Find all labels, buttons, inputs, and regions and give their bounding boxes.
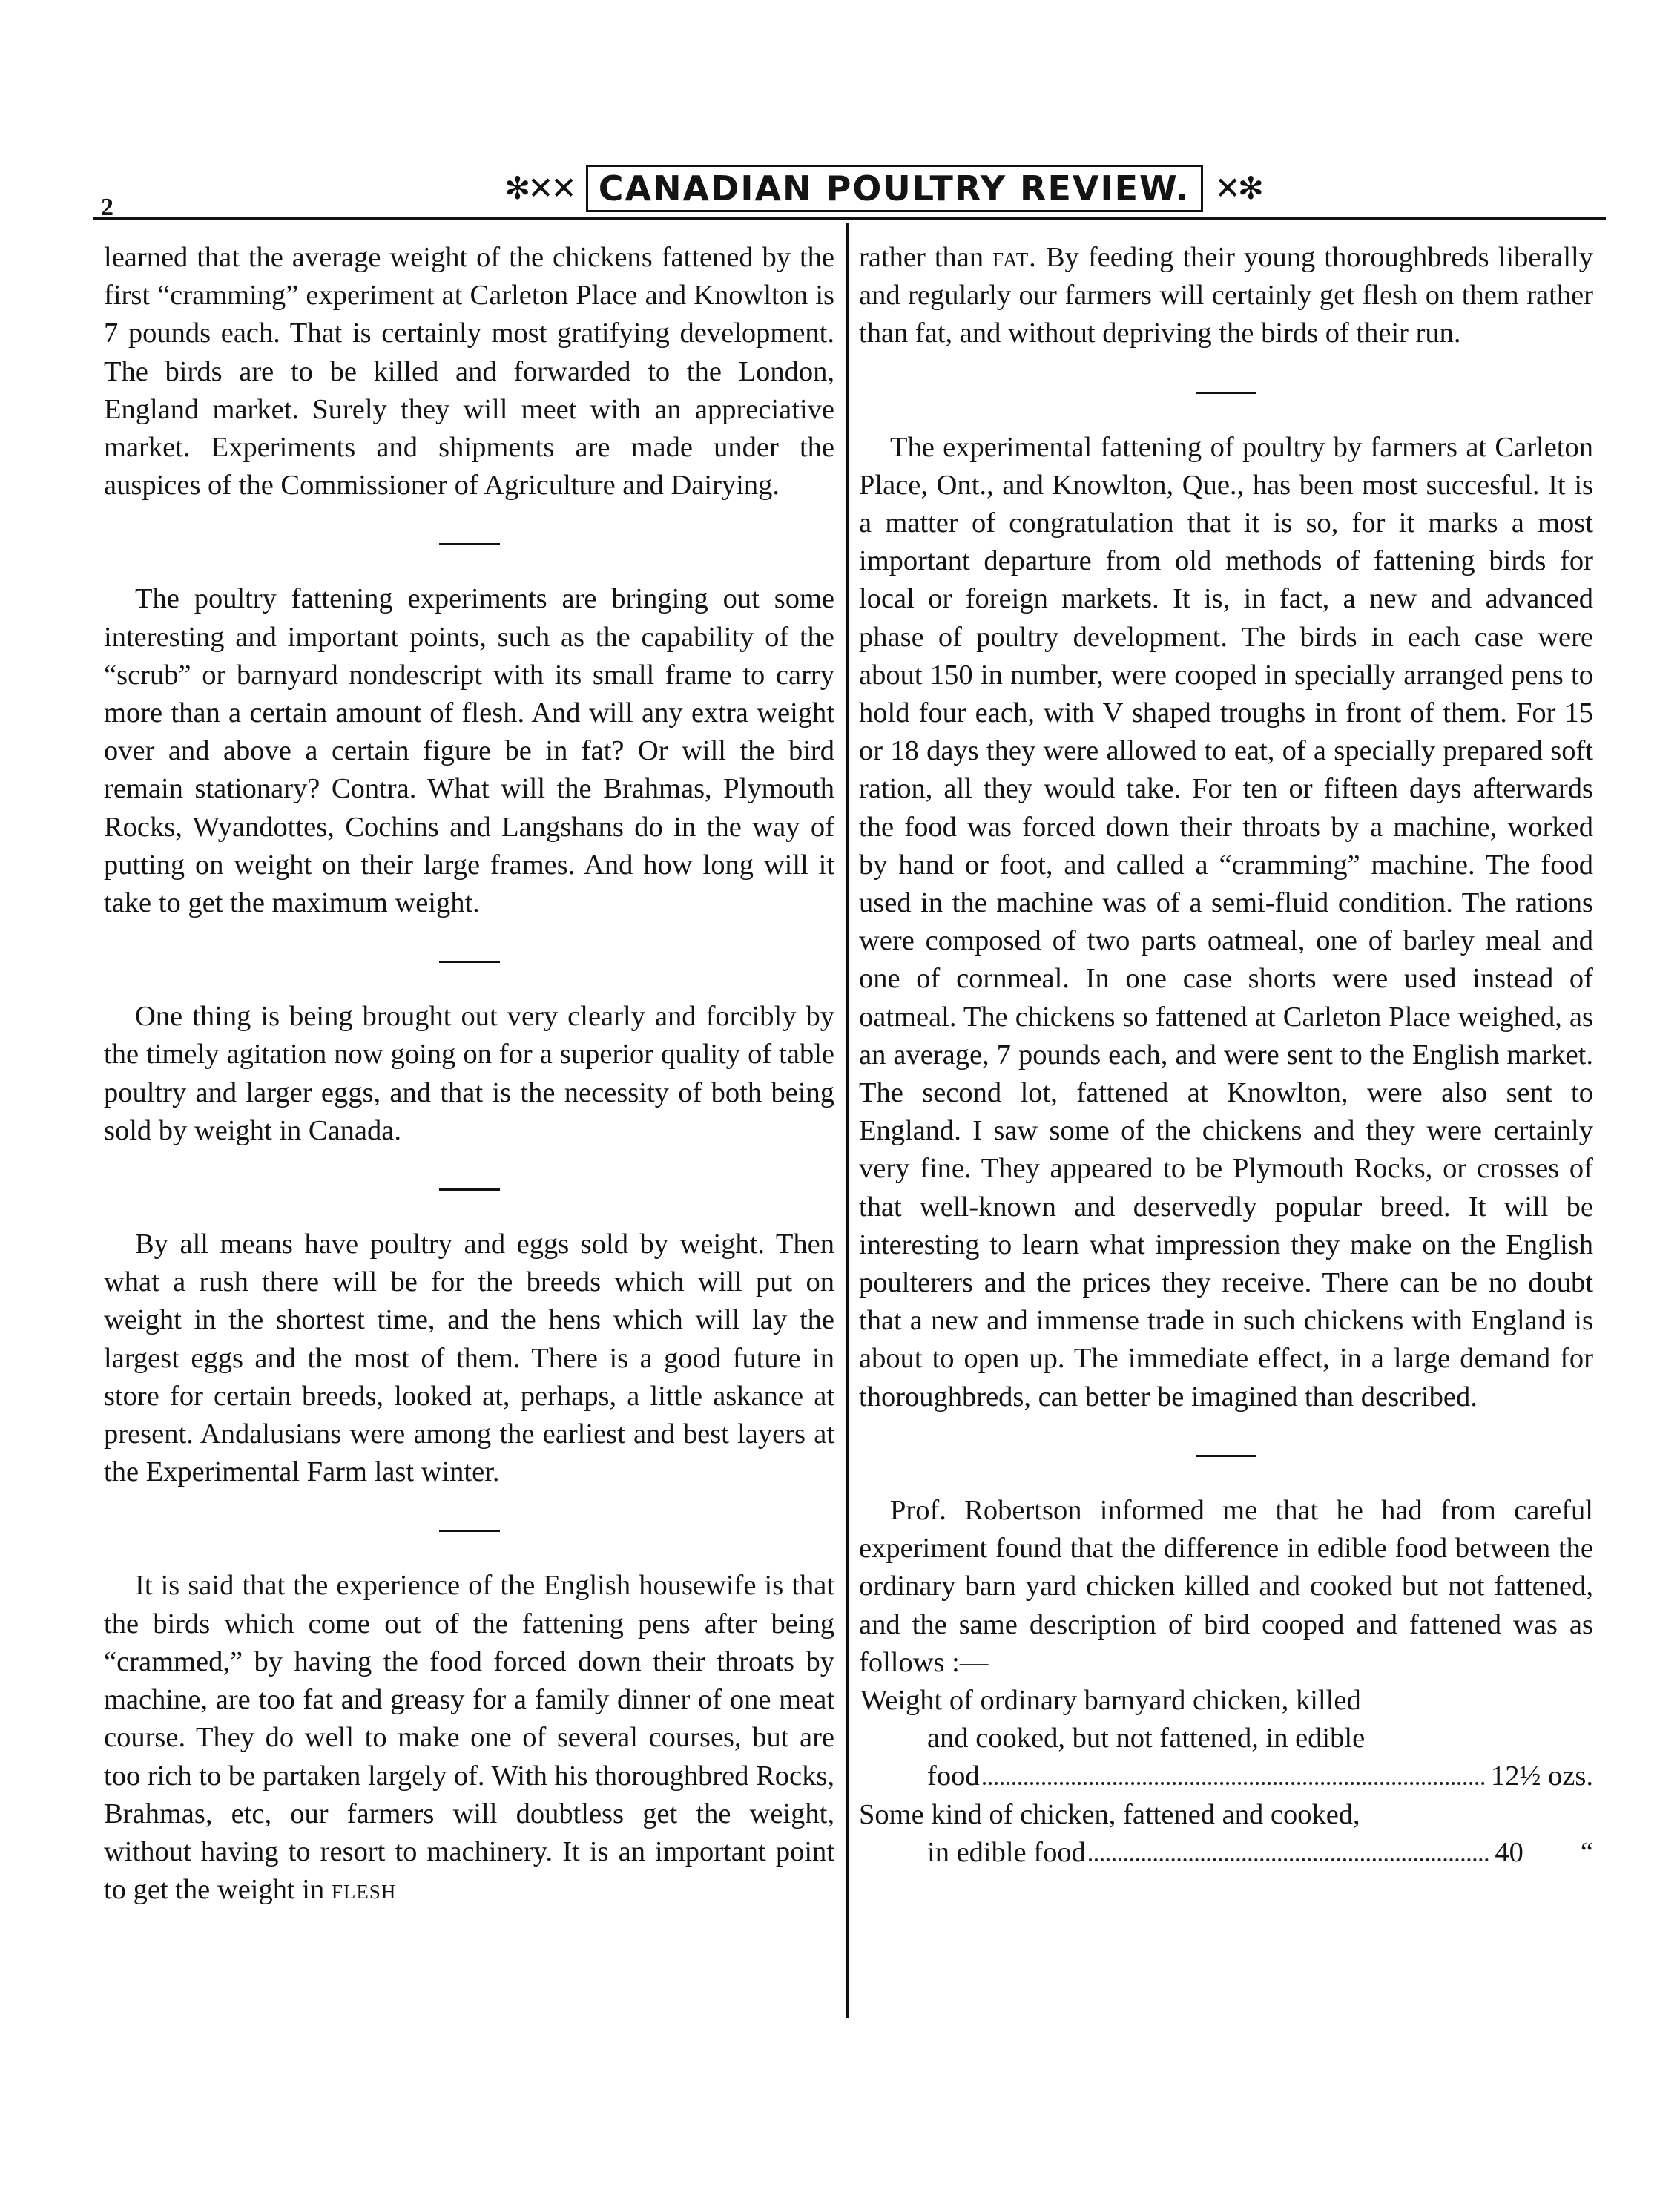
weight-table [859,1682,1593,1872]
section-separator [439,961,500,963]
paragraph-fattening-experiments: The poultry fattening experiments are bringing out some interesting and important points, such as the capability of the “scrub” or barnyard nondescript with its small frame to carry more than a certain amount of flesh. And will any extra weight over and above a certain figure be in fat? Or will the bird remain stationary? Contra. What will the Brahmas, Plymouth Rocks, Wyandottes, Cochins and Langshans do in the way of putting on weight on their large frames. And how long will it take to get the maximum weight. [104,583,834,919]
paragraph-text: By feeding their young thoroughbreds liberally and regularly our farmers will certainly get flesh on them rather than fat, and without depriving the birds of their run. [859,242,1594,349]
journal-title-block [504,164,1261,213]
section-separator [1196,392,1256,394]
page-number: 2 [101,194,113,221]
paragraph-experimental-fattening: The experimental fattening of poultry by farmers at Carleton Place, Ont., and Knowlton, Que., has been most succesful. It is a matter of congratulation that it is so, for it marks a most important departure from old methods of fattening birds for local or foreign markets. It is, in fact, a new and advanced phase of poultry development. The birds in each case were about 150 in number, were cooped in specially arranged pens to hold four each, with V shaped troughs in front of them. For 15 or 18 days they were allowed to eat, of a specially prepared soft ration, all they would take. For ten or fifteen days afterwards the food was forced down their throats by a machine, worked by hand or foot, and called a “cramming” machine. The food used in the machine was of a semi-fluid condition. The rations were composed of two parts oatmeal, one of barley meal and one of cornmeal. In one case shorts were used instead of oatmeal. The chickens so fattened at Carleton Place weighed, as an average, 7 pounds each, and were sent to the English market. The second lot, fattened at Knowlton, were also sent to England. I saw some of the chickens and they were certainly very fine. They appeared to be Plymouth Rocks, or crosses of that well-known and deservedly popular breed. It will be interesting to learn what impression they make on the English poulterers and the prices they receive. There can be no doubt that a new and immense trade in such chickens with England is about to open up. The immediate effect, in a large demand for thoroughbreds, can better be imagined than described. [859,431,1593,1413]
column-divider [846,223,849,2018]
table-row [859,1834,1593,1872]
section-separator [439,1188,500,1191]
header-rule [93,217,1606,220]
paragraph-continued: learned that the average weight of the chickens fattened by the first “cramming” experiment at Carleton Place and Knowlton is 7 pounds each. That is certainly most gratifying development. The birds are to be killed and forwarded to the London, England market. Surely they will meet with an appreciative market. Experiments and shipments are made under the auspices of the Commissioner of Agriculture and Dairying. [104,242,834,502]
dot-leader [1089,1858,1489,1861]
journal-title: CANADIAN POULTRY REVIEW. [586,165,1203,212]
small-caps-word: flesh [331,1874,397,1906]
small-caps-word: fat. [992,242,1037,273]
paragraph-text: It is said that the experience of the English housewife is that the birds which come out of the fattening pens after being “crammed,” by having the food forced down their throats by machine, are too fat and greasy for a family dinner of one meat course. They do well to make one of several courses, but are too rich to be partaken largely of. With his thoroughbred Rocks, Brahmas, etc, our farmers will doubtless get the weight, without having to resort to machinery. It is an important point to get the weight in [104,1570,834,1906]
paragraph-english-housewife [104,1567,834,1909]
paragraph-continued-right [859,239,1593,353]
ornament-right-icon: ✕✻ [1214,172,1261,206]
table-row-label: and cooked, but not fattened, in edible [927,1723,1366,1755]
table-row-label: food [927,1760,980,1792]
table-row-value: 12½ ozs. [1491,1760,1593,1792]
ornament-left-icon: ✻✕✕ [504,172,574,206]
table-row-label: in edible food [927,1836,1086,1868]
table-row-label: Weight of ordinary barnyard chicken, killed [860,1684,1361,1716]
section-separator [439,543,500,545]
paragraph-breeds: By all means have poultry and eggs sold by weight. Then what a rush there will be for the breeds which will put on weight in the shortest time, and the hens which will lay the largest eggs and the most of them. There is a good future in store for certain breeds, looked at, perhaps, a little askance at present. Andalusians were among the earliest and best layers at the Experimental Farm last winter. [104,1229,834,1488]
section-separator [1196,1455,1256,1457]
dot-leader [983,1782,1485,1785]
paragraph-prof-robertson: Prof. Robertson informed me that he had from careful experiment found that the difference in edible food between the ordinary barn yard chicken killed and cooked but not fattened, and the same description of bird cooped and fattened was as follows :— [859,1494,1593,1678]
section-separator [439,1530,500,1532]
left-column [104,239,834,1909]
paragraph-sold-by-weight: One thing is being brought out very clearly and forcibly by the timely agitation now going on for a superior quality of table poultry and larger eggs, and that is the necessity of both being sold by weight in Canada. [104,1001,834,1146]
right-column [859,239,1593,1872]
table-row-label: Some kind of chicken, fattened and cooked, [859,1798,1360,1830]
paragraph-text: rather than [859,242,984,273]
masthead [89,160,1602,219]
table-row-value: 40 “ [1495,1836,1593,1868]
table-row [859,1757,1593,1795]
